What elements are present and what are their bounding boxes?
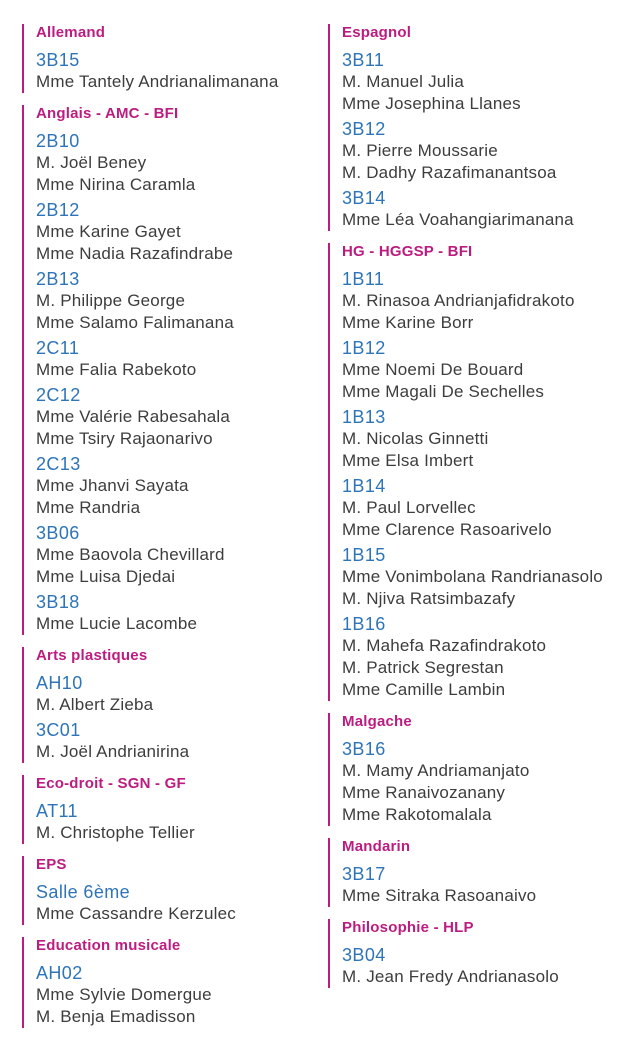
subject-title: Eco-droit - SGN - GF (36, 775, 186, 792)
column-left (22, 24, 328, 1040)
teacher-name: Mme Cassandre Kerzulec (36, 904, 236, 923)
room-code: AH02 (36, 963, 83, 983)
room-group (36, 384, 328, 450)
room-group (342, 475, 623, 541)
room-code: 2C12 (36, 385, 81, 405)
room-code: 3B14 (342, 188, 386, 208)
teacher-name: Mme Jhanvi Sayata (36, 476, 189, 495)
room-group (36, 522, 328, 588)
room-group (342, 268, 623, 334)
teacher-name: Mme Luisa Djedai (36, 567, 176, 586)
room-group (36, 719, 328, 763)
teacher-name: Mme Josephina Llanes (342, 94, 521, 113)
teacher-name: M. Manuel Julia (342, 72, 465, 91)
room-code: 1B16 (342, 614, 386, 634)
room-group (36, 672, 328, 716)
subject-title: Philosophie - HLP (342, 919, 474, 936)
teacher-name: Mme Nirina Caramla (36, 175, 196, 194)
room-code: 3B06 (36, 523, 80, 543)
subject-title: HG - HGGSP - BFI (342, 243, 473, 260)
room-group (342, 187, 623, 231)
subject-section (328, 24, 623, 231)
room-group (342, 738, 623, 826)
teacher-name: Mme Léa Voahangiarimanana (342, 210, 574, 229)
teacher-name: M. Albert Zieba (36, 695, 154, 714)
room-code: 3C01 (36, 720, 81, 740)
subject-title: Allemand (36, 24, 106, 41)
room-code: 1B12 (342, 338, 386, 358)
teacher-name: Mme Vonimbolana Randrianasolo (342, 567, 603, 586)
teacher-name: Mme Clarence Rasoarivelo (342, 520, 552, 539)
room-code: 3B15 (36, 50, 80, 70)
room-code: 2B10 (36, 131, 80, 151)
teacher-name: M. Patrick Segrestan (342, 658, 504, 677)
subject-section (22, 775, 328, 844)
subject-section (328, 919, 623, 988)
room-code: 3B18 (36, 592, 80, 612)
teacher-name: Mme Ranaivozanany (342, 783, 506, 802)
subject-title: Mandarin (342, 838, 411, 855)
room-code: 3B17 (342, 864, 386, 884)
teacher-name: M. Benja Emadisson (36, 1007, 196, 1026)
teacher-name: Mme Sylvie Domergue (36, 985, 212, 1004)
room-group (36, 962, 328, 1028)
room-code: 1B14 (342, 476, 386, 496)
teacher-name: M. Philippe George (36, 291, 186, 310)
room-group (342, 49, 623, 115)
room-group (342, 337, 623, 403)
room-group (36, 130, 328, 196)
room-code: 3B04 (342, 945, 386, 965)
subject-section (328, 838, 623, 907)
teacher-name: M. Paul Lorvellec (342, 498, 476, 517)
teacher-name: M. Christophe Tellier (36, 823, 195, 842)
teacher-name: M. Mahefa Razafindrakoto (342, 636, 547, 655)
subject-title: Anglais - AMC - BFI (36, 105, 179, 122)
teacher-name: M. Pierre Moussarie (342, 141, 498, 160)
room-code: 1B13 (342, 407, 386, 427)
room-group (36, 881, 328, 925)
teacher-name: Mme Elsa Imbert (342, 451, 474, 470)
subject-section (22, 647, 328, 763)
teacher-name: Mme Falia Rabekoto (36, 360, 197, 379)
room-code: AH10 (36, 673, 83, 693)
subject-title: EPS (36, 856, 67, 873)
subject-section (22, 937, 328, 1028)
teacher-name: M. Njiva Ratsimbazafy (342, 589, 516, 608)
teacher-name: M. Rinasoa Andrianjafidrakoto (342, 291, 575, 310)
room-group (36, 800, 328, 844)
room-code: 2C11 (36, 338, 80, 358)
room-group (342, 544, 623, 610)
teacher-name: Mme Tantely Andrianalimanana (36, 72, 279, 91)
subject-section (22, 105, 328, 635)
teacher-name: Mme Rakotomalala (342, 805, 492, 824)
room-code: 2B13 (36, 269, 80, 289)
room-code: AT11 (36, 801, 78, 821)
teacher-name: Mme Tsiry Rajaonarivo (36, 429, 213, 448)
room-group (36, 199, 328, 265)
room-code: 1B15 (342, 545, 386, 565)
teacher-name: Mme Nadia Razafindrabe (36, 244, 234, 263)
teacher-name: Mme Randria (36, 498, 141, 517)
room-group (36, 591, 328, 635)
teacher-name: Mme Baovola Chevillard (36, 545, 225, 564)
room-code: 3B16 (342, 739, 386, 759)
column-right (328, 24, 623, 1040)
subject-section (22, 24, 328, 93)
room-group (342, 118, 623, 184)
subject-section (328, 243, 623, 701)
room-group (342, 863, 623, 907)
room-code: 3B12 (342, 119, 386, 139)
teacher-name: Mme Karine Gayet (36, 222, 181, 241)
room-code: 2C13 (36, 454, 81, 474)
subject-section (328, 713, 623, 826)
room-group (36, 337, 328, 381)
teacher-name: M. Nicolas Ginnetti (342, 429, 489, 448)
room-code: 1B11 (342, 269, 385, 289)
teacher-name: Mme Salamo Falimanana (36, 313, 234, 332)
subject-title: Education musicale (36, 937, 181, 954)
room-group (36, 453, 328, 519)
teacher-name: M. Joël Andrianirina (36, 742, 190, 761)
subject-title: Arts plastiques (36, 647, 148, 664)
teacher-name: M. Dadhy Razafimanantsoa (342, 163, 557, 182)
teacher-name: Mme Sitraka Rasoanaivo (342, 886, 537, 905)
teacher-name: Mme Magali De Sechelles (342, 382, 545, 401)
teacher-name: Mme Camille Lambin (342, 680, 506, 699)
room-group (36, 49, 328, 93)
teacher-name: Mme Karine Borr (342, 313, 474, 332)
room-code: 2B12 (36, 200, 80, 220)
subject-section (22, 856, 328, 925)
subject-title: Espagnol (342, 24, 412, 41)
room-code: 3B11 (342, 50, 385, 70)
room-group (342, 944, 623, 988)
subject-title: Malgache (342, 713, 412, 730)
room-group (342, 406, 623, 472)
teacher-name: M. Mamy Andriamanjato (342, 761, 530, 780)
room-group (36, 268, 328, 334)
teacher-name: Mme Noemi De Bouard (342, 360, 524, 379)
room-code: Salle 6ème (36, 882, 131, 902)
teacher-name: M. Jean Fredy Andrianasolo (342, 967, 559, 986)
teacher-name: Mme Lucie Lacombe (36, 614, 198, 633)
teacher-name: Mme Valérie Rabesahala (36, 407, 231, 426)
room-group (342, 613, 623, 701)
teacher-name: M. Joël Beney (36, 153, 147, 172)
